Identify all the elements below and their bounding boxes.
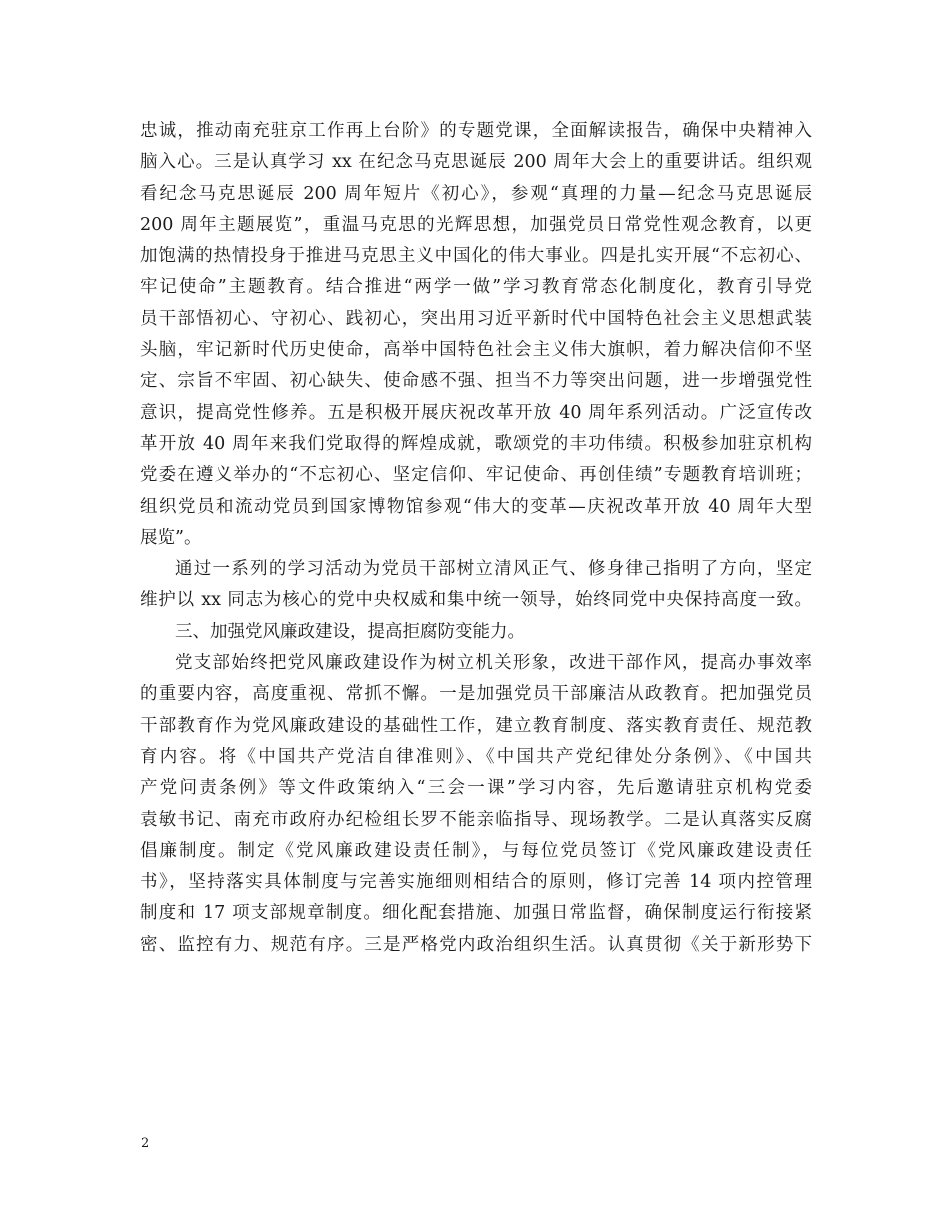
page-number: 2 bbox=[141, 1136, 150, 1151]
text-line: 育内容。将《中国共产党洁自律准则》、《中国共产党纪律处分条例》、《中国共 bbox=[140, 746, 812, 767]
text-line: 定、宗旨不牢固、初心缺失、使命感不强、担当不力等突出问题，进一步增强党性 bbox=[140, 371, 812, 392]
text-line: 党委在遵义举办的“不忘初心、坚定信仰、牢记使命、再创佳绩”专题教育培训班； bbox=[140, 465, 812, 486]
text-line: 脑入心。三是认真学习 xx 在纪念马克思诞辰 200 周年大会上的重要讲话。组织观 bbox=[140, 152, 812, 173]
text-line: 书》，坚持落实具体制度与完善实施细则相结合的原则，修订完善 14 项内控管理 bbox=[140, 872, 812, 893]
text-line: 袁敏书记、南充市政府办纪检组长罗不能亲临指导、现场教学。二是认真落实反腐 bbox=[140, 809, 812, 830]
text-line: 200 周年主题展览”，重温马克思的光辉思想，加强党员日常党性观念教育，以更 bbox=[140, 214, 812, 235]
text-line: 加饱满的热情投身于推进马克思主义中国化的伟大事业。四是扎实开展“不忘初心、 bbox=[140, 246, 812, 267]
text-line: 制度和 17 项支部规章制度。细化配套措施、加强日常监督，确保制度运行衔接紧 bbox=[140, 903, 812, 924]
paragraph-first-line: 通过一系列的学习活动为党员干部树立清风正气、修身律己指明了方向，坚定 bbox=[175, 559, 812, 580]
text-line: 产党问责条例》等文件政策纳入“三会一课”学习内容，先后邀请驻京机构党委 bbox=[140, 778, 812, 799]
paragraph-end-line: 展览”。 bbox=[140, 527, 202, 548]
text-line: 员干部悟初心、守初心、践初心，突出用习近平新时代中国特色社会主义思想武装 bbox=[140, 308, 812, 329]
text-line: 忠诚，推动南充驻京工作再上台阶》的专题党课，全面解读报告，确保中央精神入 bbox=[140, 121, 812, 141]
body-text bbox=[140, 116, 812, 961]
text-line: 组织党员和流动党员到国家博物馆参观“伟大的变革—庆祝改革开放 40 周年大型 bbox=[140, 496, 812, 517]
paragraph-end-line: 维护以 xx 同志为核心的党中央权威和集中统一领导，始终同党中央保持高度一致。 bbox=[140, 590, 812, 611]
text-line: 意识，提高党性修养。五是积极开展庆祝改革开放 40 周年系列活动。广泛宣传改 bbox=[140, 402, 812, 423]
text-line: 密、监控有力、规范有序。三是严格党内政治组织生活。认真贯彻《关于新形势下 bbox=[140, 934, 812, 955]
paragraph-first-line: 党支部始终把党风廉政建设作为树立机关形象，改进干部作风，提高办事效率 bbox=[175, 653, 812, 674]
text-line: 头脑，牢记新时代历史使命，高举中国特色社会主义伟大旗帜，着力解决信仰不坚 bbox=[140, 340, 812, 361]
text-line: 倡廉制度。制定《党风廉政建设责任制》，与每位党员签订《党风廉政建设责任 bbox=[140, 840, 812, 861]
text-line: 牢记使命”主题教育。结合推进“两学一做”学习教育常态化制度化，教育引导党 bbox=[140, 277, 812, 298]
text-line: 革开放 40 周年来我们党取得的辉煌成就，歌颂党的丰功伟绩。积极参加驻京机构 bbox=[140, 433, 812, 454]
section-heading: 三、加强党风廉政建设，提高拒腐防变能力。 bbox=[175, 621, 525, 642]
text-line: 的重要内容，高度重视、常抓不懈。一是加强党员干部廉洁从政教育。把加强党员 bbox=[140, 684, 812, 705]
text-line: 干部教育作为党风廉政建设的基础性工作，建立教育制度、落实教育责任、规范教 bbox=[140, 715, 812, 736]
text-line: 看纪念马克思诞辰 200 周年短片《初心》，参观“真理的力量—纪念马克思诞辰 bbox=[140, 183, 812, 204]
